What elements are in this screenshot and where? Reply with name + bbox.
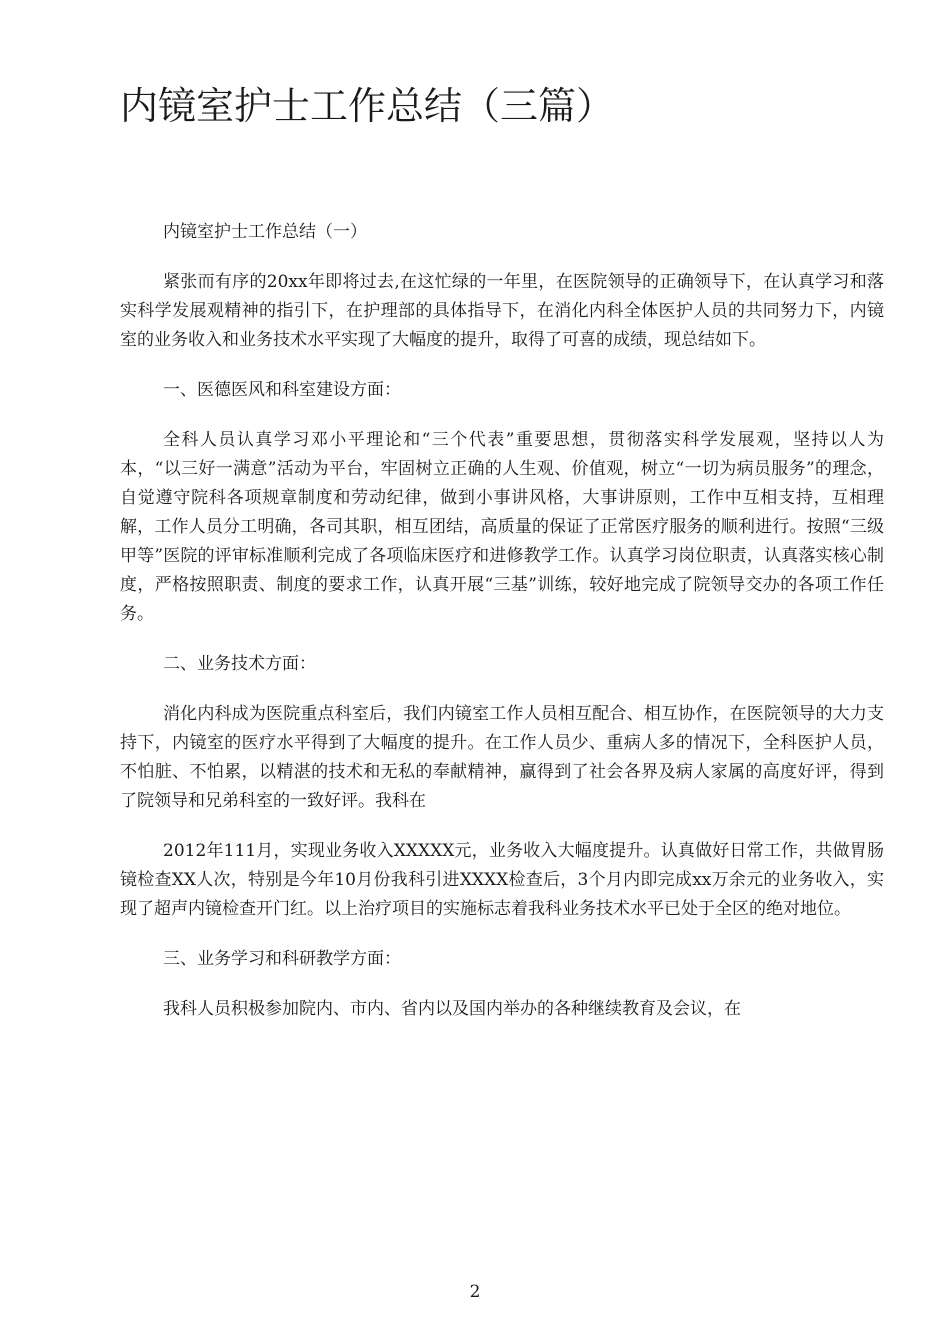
section-2-heading: 二、业务技术方面： <box>163 654 316 674</box>
section-1-heading: 一、医德医风和科室建设方面： <box>163 380 401 400</box>
section-1-paragraph: 全科人员认真学习邓小平理论和“三个代表”重要思想，贯彻落实科学发展观，坚持以人为本，“以三好一满意”活动为平台，牢固树立正确的人生观、价值观，树立“一切为病员服务”的理念，自觉遵守院科各项规章制度和劳动纪律，做到小事讲风格，大事讲原则，工作中互相支持，互相理解，工作人员分工明确，各司其职，相互团结，高质量的保证了正常医疗服务的顺利进行。按照“三级甲等”医院的评审标准顺利完成了各项临床医疗和进修教学工作。认真学习岗位职责，认真落实核心制度，严格按照职责、制度的要求工作，认真开展“三基”训练，较好地完成了院领导交办的各项工作任务。 <box>120 430 884 624</box>
section-3-paragraph: 我科人员积极参加院内、市内、省内以及国内举办的各种继续教育及会议，在 <box>163 999 741 1019</box>
page-number: 2 <box>469 1282 481 1302</box>
intro-paragraph: 紧张而有序的20xx年即将过去,在这忙绿的一年里，在医院领导的正确领导下，在认真学习和落实科学发展观精神的指引下，在护理部的具体指导下，在消化内科全体医护人员的共同努力下，内镜室的业务收入和业务技术水平实现了大幅度的提升，取得了可喜的成绩，现总结如下。 <box>120 272 884 350</box>
section-2-paragraph: 消化内科成为医院重点科室后，我们内镜室工作人员相互配合、相互协作，在医院领导的大力支持下，内镜室的医疗水平得到了大幅度的提升。在工作人员少、重病人多的情况下，全科医护人员，不怕脏、不怕累，以精湛的技术和无私的奉献精神，赢得到了社会各界及病人家属的高度好评，得到了院领导和兄弟科室的一致好评。我科在 <box>120 704 884 811</box>
document-title: 内镜室护士工作总结（三篇） <box>120 84 615 128</box>
document-body <box>120 218 884 1045</box>
subtitle: 内镜室护士工作总结（一） <box>163 222 367 242</box>
section-2-paragraph-2: 2012年111月，实现业务收入XXXXX元，业务收入大幅度提升。认真做好日常工作，共做胃肠镜检查XX人次，特别是今年10月份我科引进XXXX检查后，3个月内即完成xx万余元的业务收入，实现了超声内镜检查开门红。以上治疗项目的实施标志着我科业务技术水平已处于全区的绝对地位。 <box>120 841 884 919</box>
section-3-heading: 三、业务学习和科研教学方面： <box>163 949 401 969</box>
